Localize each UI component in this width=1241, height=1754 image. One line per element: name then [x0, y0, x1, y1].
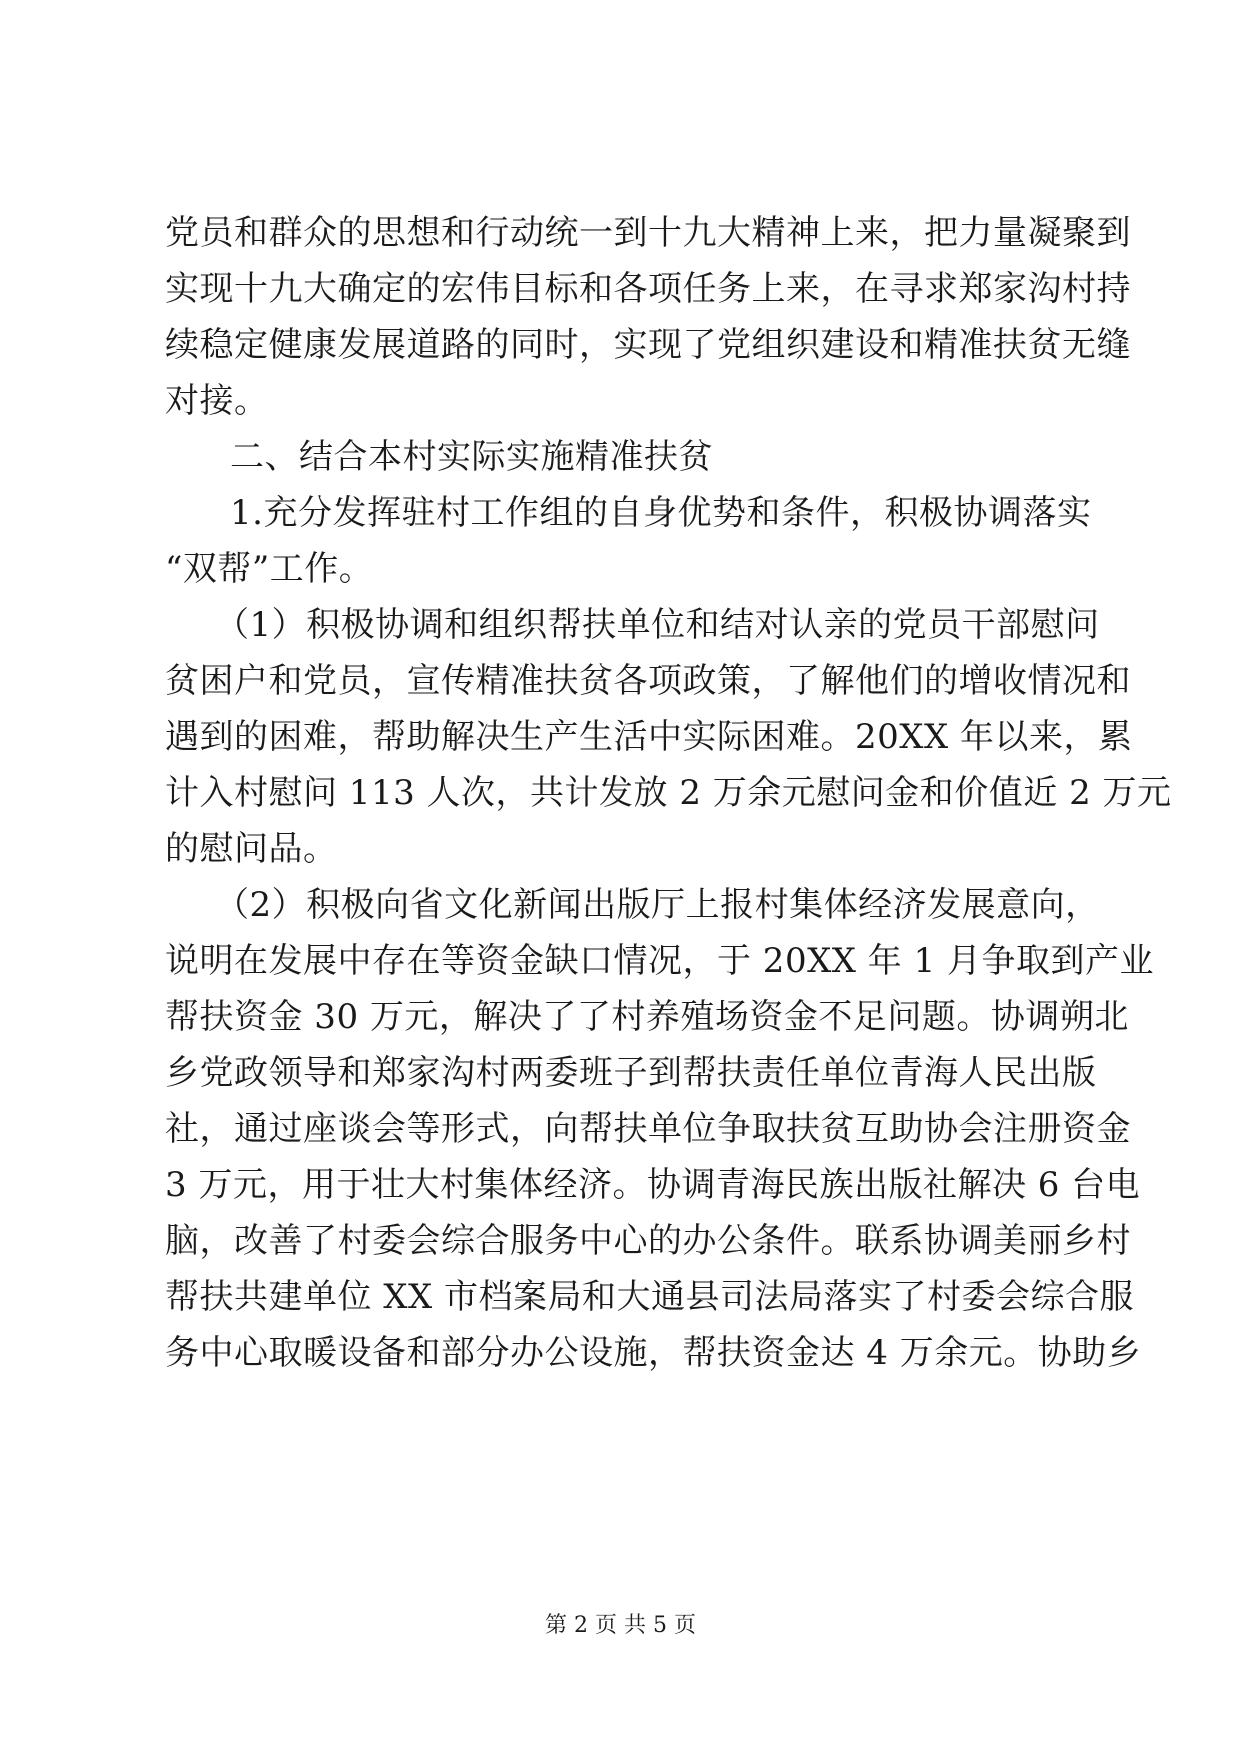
section-heading: 二、结合本村实际实施精准扶贫	[230, 437, 713, 477]
text-line: 脑，改善了村委会综合服务中心的办公条件。联系协调美丽乡村	[165, 1221, 1131, 1261]
text-line: 帮扶资金 30 万元，解决了了村养殖场资金不足问题。协调朔北	[165, 997, 1129, 1037]
text-line: 实现十九大确定的宏伟目标和各项任务上来，在寻求郑家沟村持	[165, 269, 1131, 309]
text-line: 遇到的困难，帮助解决生产生活中实际困难。20XX 年以来，累	[165, 717, 1133, 757]
text-line: （1）积极协调和组织帮扶单位和结对认亲的党员干部慰问	[215, 605, 1100, 645]
text-line: 计入村慰问 113 人次，共计发放 2 万余元慰问金和价值近 2 万元	[165, 773, 1172, 813]
text-line: 对接。	[165, 381, 269, 421]
text-line: （2）积极向省文化新闻出版厅上报村集体经济发展意向，	[215, 885, 1100, 925]
text-line: 贫困户和党员，宣传精准扶贫各项政策，了解他们的增收情况和	[165, 661, 1131, 701]
text-line: 3 万元，用于壮大村集体经济。协调青海民族出版社解决 6 台电	[165, 1165, 1141, 1205]
page-footer: 第 2 页 共 5 页	[545, 1613, 696, 1638]
text-line: 说明在发展中存在等资金缺口情况，于 20XX 年 1 月争取到产业	[165, 941, 1155, 981]
text-line: 的慰问品。	[165, 829, 338, 869]
text-line: “双帮”工作。	[165, 549, 374, 589]
text-line: 乡党政领导和郑家沟村两委班子到帮扶责任单位青海人民出版	[165, 1053, 1097, 1093]
text-line: 社，通过座谈会等形式，向帮扶单位争取扶贫互助协会注册资金	[165, 1109, 1131, 1149]
text-line: 续稳定健康发展道路的同时，实现了党组织建设和精准扶贫无缝	[165, 325, 1131, 365]
text-line: 务中心取暖设备和部分办公设施，帮扶资金达 4 万余元。协助乡	[165, 1333, 1142, 1373]
text-line: 党员和群众的思想和行动统一到十九大精神上来，把力量凝聚到	[165, 213, 1131, 253]
text-line: 帮扶共建单位 XX 市档案局和大通县司法局落实了村委会综合服	[165, 1277, 1135, 1317]
text-line: 1.充分发挥驻村工作组的自身优势和条件，积极协调落实	[230, 493, 1092, 533]
